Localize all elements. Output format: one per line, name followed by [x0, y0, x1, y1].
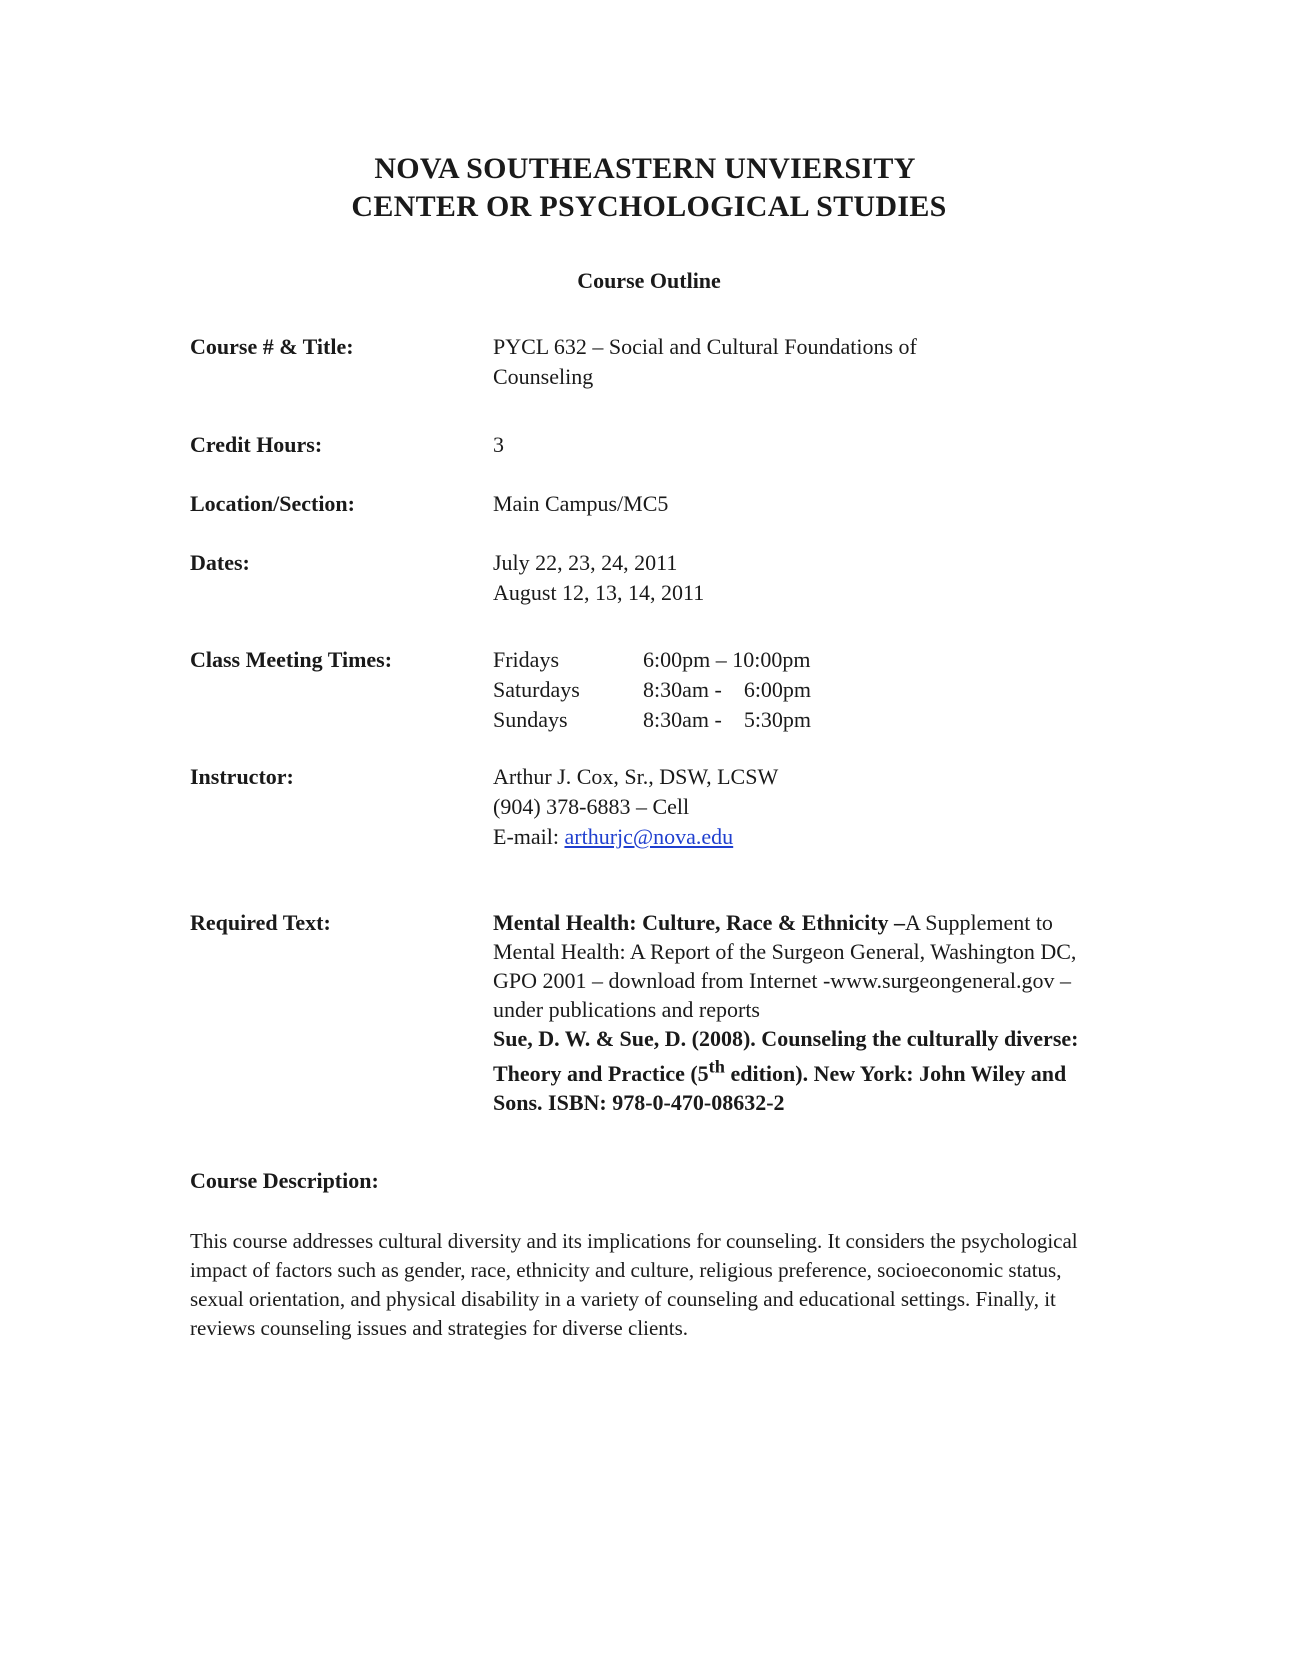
- email-label: E-mail:: [493, 824, 565, 849]
- course-title-line1: PYCL 632 – Social and Cultural Foundations of: [493, 334, 917, 359]
- course-title-line2: Counseling: [493, 364, 594, 389]
- instructor-phone: (904) 378-6883 – Cell: [493, 794, 690, 819]
- meeting-day: Fridays: [493, 647, 559, 672]
- location-label: Location/Section:: [190, 491, 355, 516]
- meeting-time: 8:30am - 6:00pm: [643, 677, 812, 702]
- course-title-label: Course # & Title:: [190, 334, 354, 359]
- required-text-value: [493, 908, 1113, 1117]
- center-name: CENTER OR PSYCHOLOGICAL STUDIES: [351, 190, 947, 223]
- dates-value: [493, 548, 704, 608]
- meeting-day: Saturdays: [493, 677, 580, 702]
- meeting-times-label: Class Meeting Times:: [190, 647, 393, 672]
- meeting-time: 8:30am - 5:30pm: [643, 707, 812, 732]
- university-name: NOVA SOUTHEASTERN UNVIERSITY: [374, 152, 916, 185]
- instructor-label: Instructor:: [190, 764, 294, 789]
- book2-part2: edition). New York: John Wiley and Sons. ISBN: 978-0-470-08632-2: [493, 1061, 1067, 1116]
- document-header: [0, 150, 1298, 226]
- meeting-day: Sundays: [493, 707, 568, 732]
- edition-superscript: th: [708, 1057, 725, 1077]
- course-description-text: This course addresses cultural diversity and its implications for counseling. It considers the psychological impact of factors such as gender, race, ethnicity and culture, religious preference, socioeconomic status, sexual orientation, and physical disability in a variety of counseling and educational settings. Finally, it reviews counseling issues and strategies for diverse clients.: [190, 1229, 1078, 1340]
- credit-hours-label: Credit Hours:: [190, 432, 323, 457]
- book1-details: A Supplement to Mental Health: A Report of the Surgeon General, Washington DC, GPO 2001 – download from Internet -www.surgeongeneral.gov –under publications and reports: [493, 910, 1077, 1022]
- book2-part1: Sue, D. W. & Sue, D. (2008). Counseling the culturally diverse: Theory and Practice (5: [493, 1026, 1079, 1087]
- instructor-email-row: [493, 822, 778, 852]
- course-description-heading: Course Description:: [190, 1168, 379, 1193]
- instructor-email-link[interactable]: arthurjc@nova.edu: [564, 824, 734, 849]
- instructor-name: Arthur J. Cox, Sr., DSW, LCSW: [493, 764, 779, 789]
- book2-citation: [493, 1026, 1078, 1115]
- course-title-value: [493, 332, 917, 392]
- meeting-time: 6:00pm – 10:00pm: [643, 647, 811, 672]
- location-value: Main Campus/MC5: [493, 491, 669, 516]
- instructor-value: [493, 762, 778, 852]
- dates-label: Dates:: [190, 550, 250, 575]
- book1-title: Mental Health: Culture, Race & Ethnicity –: [493, 910, 906, 935]
- credit-hours-value: 3: [493, 432, 504, 457]
- dates-line1: July 22, 23, 24, 2011: [493, 550, 678, 575]
- document-subtitle: Course Outline: [577, 268, 721, 293]
- required-text-label: Required Text:: [190, 910, 331, 935]
- dates-line2: August 12, 13, 14, 2011: [493, 580, 705, 605]
